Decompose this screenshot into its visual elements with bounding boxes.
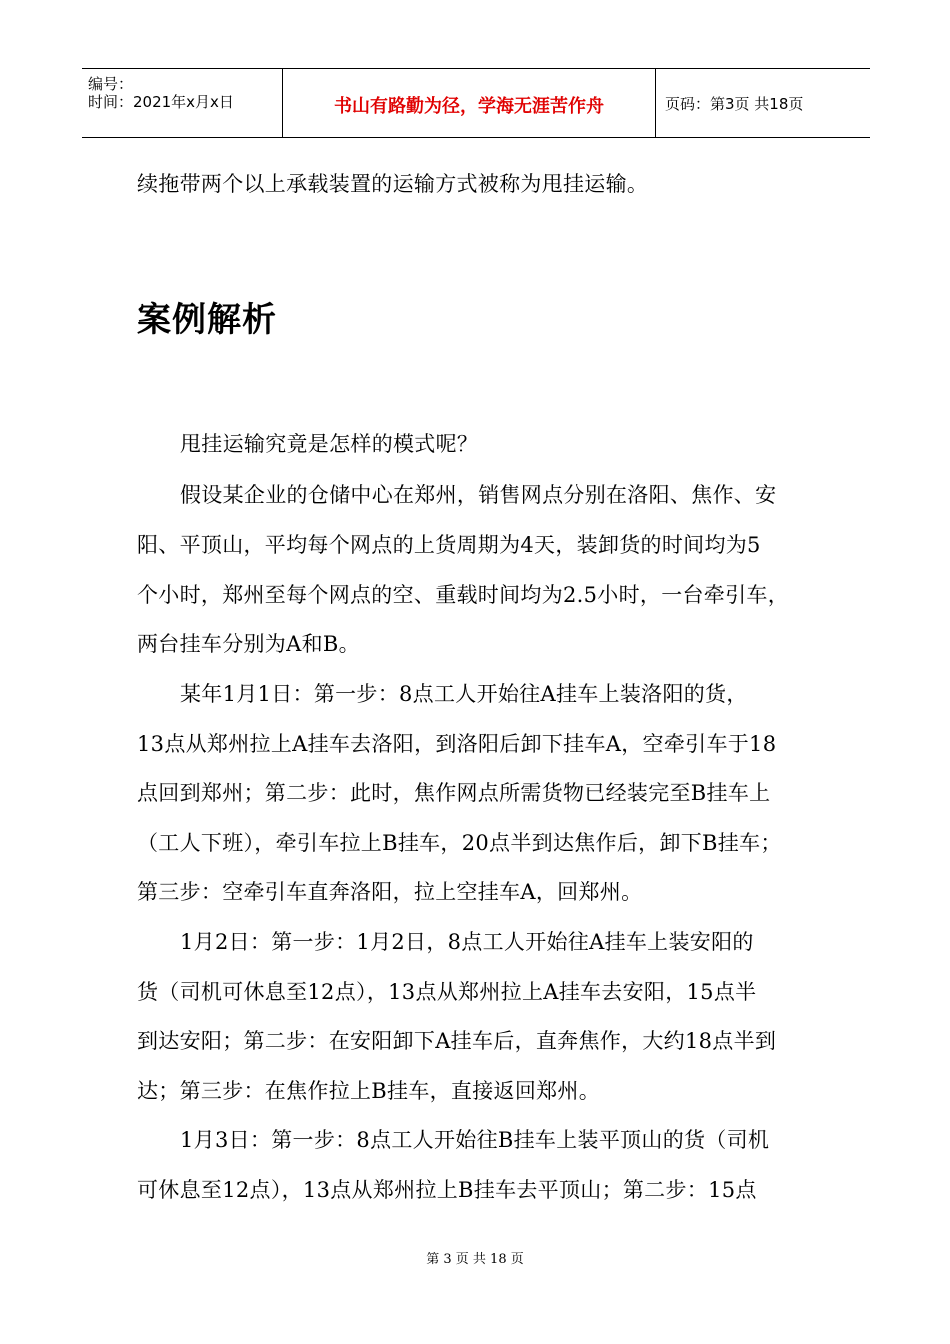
header-motto: 书山有路勤为径，学海无涯苦作舟 [334, 96, 604, 117]
body-line: 点回到郑州；第二步：此时，焦作网点所需货物已经装完至B挂车上 [137, 781, 771, 805]
body-line: 1月2日：第一步：1月2日，8点工人开始往A挂车上装安阳的 [180, 930, 754, 954]
body-line: 个小时，郑州至每个网点的空、重载时间均为2.5小时，一台牵引车， [137, 583, 789, 607]
body-line: 13点从郑州拉上A挂车去洛阳，到洛阳后卸下挂车A，空牵引车于18 [137, 732, 777, 756]
page-footer: 第 3 页 共 18 页 [426, 1252, 524, 1267]
body-line: 假设某企业的仓储中心在郑州，销售网点分别在洛阳、焦作、安 [180, 483, 777, 507]
body-line: 货（司机可休息至12点），13点从郑州拉上A挂车去安阳，15点半 [137, 980, 757, 1004]
body-line: 某年1月1日：第一步：8点工人开始往A挂车上装洛阳的货， [180, 682, 748, 706]
body-line: 达；第三步：在焦作拉上B挂车，直接返回郑州。 [137, 1079, 601, 1103]
header-motto-cell [282, 69, 656, 137]
number-label: 编号： [88, 75, 134, 93]
body-line: 可休息至12点），13点从郑州拉上B挂车去平顶山；第二步：15点 [137, 1178, 757, 1202]
header-page-info: 页码：第3页 共18页 [665, 95, 804, 113]
body-line: 甩挂运输究竟是怎样的模式呢？ [180, 432, 479, 456]
body-line: 第三步：空牵引车直奔洛阳，拉上空挂车A，回郑州。 [137, 880, 643, 904]
body-line: 到达安阳；第二步：在安阳卸下A挂车后，直奔焦作，大约18点半到 [137, 1029, 777, 1053]
body-line: 续拖带两个以上承载装置的运输方式被称为甩挂运输。 [137, 172, 649, 196]
header-page-cell [655, 69, 870, 137]
body-line: 阳、平顶山，平均每个网点的上货周期为4天，装卸货的时间均为5 [137, 533, 761, 557]
body-line: （工人下班），牵引车拉上B挂车，20点半到达焦作后，卸下B挂车； [137, 831, 782, 855]
time-label: 时间：2021年x月x日 [88, 93, 234, 111]
header-meta [82, 69, 282, 137]
header-table [82, 68, 870, 138]
section-title: 案例解析 [137, 300, 277, 340]
body-line: 1月3日：第一步：8点工人开始往B挂车上装平顶山的货（司机 [180, 1128, 770, 1152]
body-line: 两台挂车分别为A和B。 [137, 632, 360, 656]
